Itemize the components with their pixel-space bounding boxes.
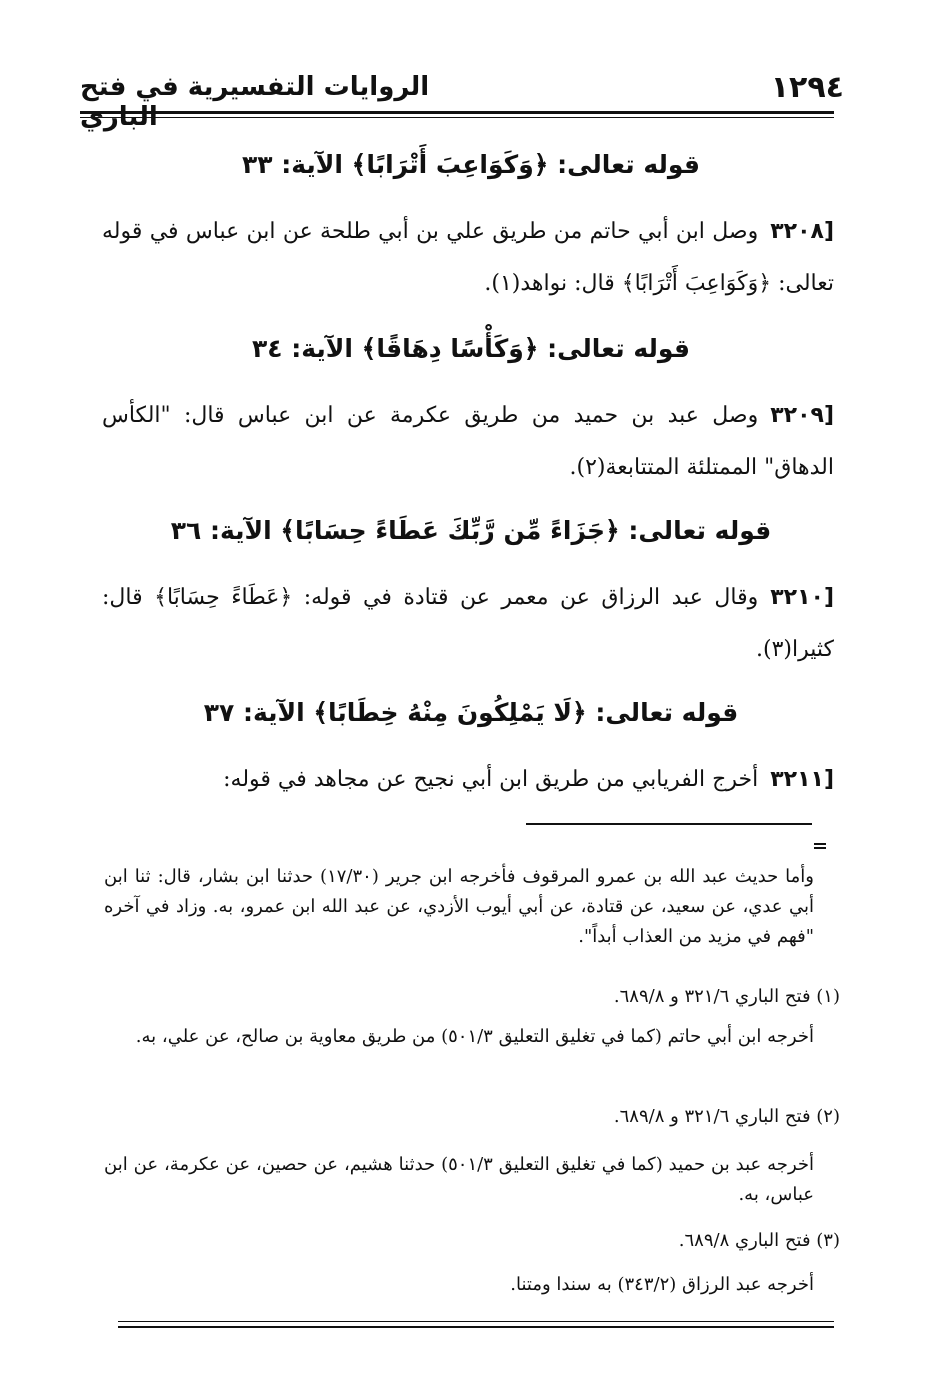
footnote-2-text: أخرجه عبد بن حميد (كما في تغليق التعليق ٥٠١/٣) حدثنا هشيم، عن حصين، عن عكرمة، عن ابن عباس، به. bbox=[104, 1154, 814, 1205]
bottom-rule-thick bbox=[118, 1326, 834, 1328]
footnote-continuation: وأما حديث عبد الله بن عمرو المرقوف فأخرجه ابن جرير (١٧/٣٠) حدثنا ابن بشار، قال: ثنا ابن أبي عدي، عن سعيد، عن قتادة، عن أبي أيوب الأزدي، عن عبد الله ابن عمرو، به. وزاد في آخره "فهم في مزيد من العذاب أبداً". bbox=[104, 866, 814, 947]
section-heading-36: قوله تعالى: ﴿جَزَاءً مِّن رَّبِّكَ عَطَاءً حِسَابًا﴾ الآية: ٣٦ bbox=[170, 516, 772, 545]
narration-3211 bbox=[102, 754, 834, 806]
footnote-1-text: أخرجه ابن أبي حاتم (كما في تغليق التعليق ٥٠١/٣) من طريق معاوية بن صالح، عن علي، به. bbox=[135, 1026, 814, 1047]
narration-3208 bbox=[102, 206, 834, 310]
narration-number: [٣٢٠٨ bbox=[770, 219, 834, 244]
footnote-separator bbox=[526, 823, 812, 825]
narration-number: [٣٢١١ bbox=[770, 767, 834, 792]
narration-text: وصل ابن أبي حاتم من طريق علي بن أبي طلحة عن ابن عباس في قوله تعالى: ﴿وَكَوَاعِبَ أَتْرَابًا﴾ قال: نواهد(١). bbox=[102, 219, 834, 296]
page-number: ١٢٩٤ bbox=[770, 70, 844, 105]
bottom-rule bbox=[118, 1321, 834, 1322]
header-rule-thin bbox=[80, 117, 834, 118]
narration-3209 bbox=[102, 390, 834, 494]
narration-text: وصل عبد بن حميد من طريق عكرمة عن ابن عباس قال: "الكأس الدهاق" الممتلئة المتتابعة(٢). bbox=[102, 403, 834, 480]
section-heading-34: قوله تعالى: ﴿وَكَأْسًا دِهَاقًا﴾ الآية: ٣٤ bbox=[252, 334, 690, 363]
footnote-2-reference: (٢) فتح الباري ٣٢١/٦ و ٦٨٩/٨. bbox=[613, 1106, 840, 1127]
continuation-mark-2 bbox=[814, 847, 826, 849]
narration-text: أخرج الفريابي من طريق ابن أبي نجيح عن مجاهد في قوله: bbox=[223, 767, 759, 792]
narration-number: [٣٢٠٩ bbox=[770, 403, 834, 428]
header-rule bbox=[80, 111, 834, 114]
footnote-1-reference: (١) فتح الباري ٣٢١/٦ و ٦٨٩/٨. bbox=[613, 986, 840, 1007]
section-heading-33: قوله تعالى: ﴿وَكَوَاعِبَ أَتْرَابًا﴾ الآية: ٣٣ bbox=[242, 150, 700, 179]
narration-text: وقال عبد الرزاق عن معمر عن قتادة في قوله: ﴿عَطَاءً حِسَابًا﴾ قال: كثيرا(٣). bbox=[102, 585, 834, 662]
footnote-3-text: أخرجه عبد الرزاق (٣٤٣/٢) به سندا ومتنا. bbox=[510, 1274, 814, 1295]
narration-number: [٣٢١٠ bbox=[770, 585, 834, 610]
footnote-3-reference: (٣) فتح الباري ٦٨٩/٨. bbox=[678, 1230, 840, 1251]
continuation-mark bbox=[814, 843, 826, 845]
narration-3210 bbox=[102, 572, 834, 676]
running-title: الروايات التفسيرية في فتح bbox=[80, 72, 430, 102]
section-heading-37: قوله تعالى: ﴿لَا يَمْلِكُونَ مِنْهُ خِطَابًا﴾ الآية: ٣٧ bbox=[203, 698, 739, 727]
